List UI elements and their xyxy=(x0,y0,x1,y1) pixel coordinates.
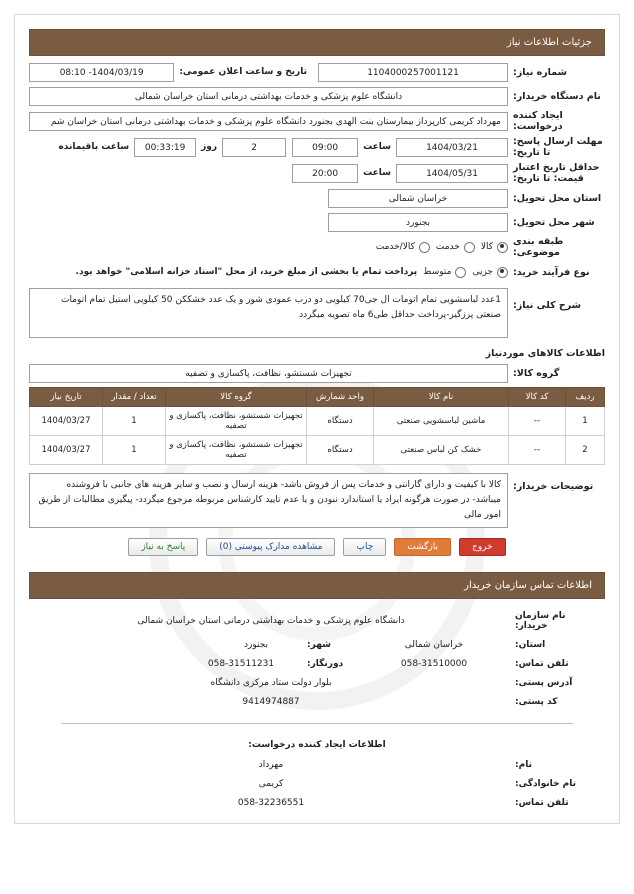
province-value: خراسان شمالی xyxy=(328,189,508,208)
creator-row-phone xyxy=(33,798,601,808)
contact-row-phone xyxy=(33,659,601,669)
subject-option-2[interactable] xyxy=(376,242,430,253)
announce-date-value: 1404/03/19- 08:10 xyxy=(29,63,174,82)
deadline-time-label: ساعت xyxy=(363,142,391,152)
creator-phone-value: 058-32236551 xyxy=(237,798,305,808)
cell-date: 1404/03/27 xyxy=(30,407,103,436)
radio-icon[interactable] xyxy=(497,242,508,253)
row-city xyxy=(29,212,605,232)
contact-postal-value: 9414974887 xyxy=(242,697,300,707)
row-summary xyxy=(29,288,605,338)
cell-name: خشک کن لباس صنعتی xyxy=(374,436,509,465)
row-need-number xyxy=(29,62,605,82)
cell-code: -- xyxy=(509,407,566,436)
radio-icon[interactable] xyxy=(455,267,466,278)
subject-option-label: خدمت xyxy=(435,242,460,252)
contact-row-location xyxy=(33,640,601,650)
process-option-label: متوسط xyxy=(423,267,452,277)
contact-address-label: آدرس پستی: xyxy=(515,678,573,688)
process-label: نوع فرآیند خرید: xyxy=(513,266,590,278)
goods-group-value: تجهیزات شستشو، نظافت، پاکسازی و تصفیه xyxy=(29,364,508,383)
need-details-header: جزئیات اطلاعات نیاز xyxy=(29,29,605,56)
buyer-org-value: دانشگاه علوم پزشکی و خدمات بهداشتی درمانی استان خراسان شمالی xyxy=(29,87,508,106)
contact-org-label: نام سازمان خریدار: xyxy=(515,611,566,631)
row-buyer-org xyxy=(29,86,605,106)
contact-fax-value: 058-31511231 xyxy=(207,659,275,669)
province-label: استان محل تحویل: xyxy=(513,192,602,204)
contact-province-value: خراسان شمالی xyxy=(404,640,464,650)
contact-section xyxy=(15,572,619,823)
deadline-time: 09:00 xyxy=(292,138,358,157)
deadline-date: 1404/03/21 xyxy=(396,138,508,157)
contact-province-label: استان: xyxy=(515,640,546,650)
subject-option-1[interactable] xyxy=(436,242,475,253)
row-process-type xyxy=(29,262,605,282)
goods-table xyxy=(29,387,605,465)
col-name: نام کالا xyxy=(374,388,509,407)
goods-group-label: گروه کالا: xyxy=(513,367,560,379)
announce-date-label: تاریخ و ساعت اعلان عمومی: xyxy=(179,67,307,77)
creator-phone-label: تلفن تماس: xyxy=(515,798,569,808)
cell-name: ماشین لباسشویی صنعتی xyxy=(374,407,509,436)
contact-address-value: بلوار دولت ستاد مرکزی دانشگاه xyxy=(210,678,332,688)
creator-family-value: کریمی xyxy=(258,779,284,789)
radio-icon[interactable] xyxy=(419,242,430,253)
cell-qty: 1 xyxy=(103,407,166,436)
contact-row-org xyxy=(33,611,601,631)
price-validity-time: 20:00 xyxy=(292,164,358,183)
buyer-notes-area xyxy=(15,465,619,528)
city-label: شهر محل تحویل: xyxy=(513,216,595,228)
need-number-label: شماره نیاز: xyxy=(513,66,567,78)
days-unit-label: روز xyxy=(201,142,218,152)
deadline-label: مهلت ارسال پاسخ: تا تاریخ: xyxy=(513,136,603,158)
row-price-validity xyxy=(29,162,605,184)
contact-postal-label: کد پستی: xyxy=(515,697,558,707)
print-button[interactable]: چاپ xyxy=(343,538,386,556)
creator-label: ایجاد کننده درخواست: xyxy=(513,110,563,132)
price-validity-time-label: ساعت xyxy=(363,168,391,178)
attachments-button[interactable]: مشاهده مدارک پیوستی (0) xyxy=(206,538,335,556)
respond-button[interactable]: پاسخ به نیاز xyxy=(128,538,198,556)
goods-section-title: اطلاعات کالاهای موردنیاز xyxy=(485,348,605,359)
table-row xyxy=(30,407,605,436)
remaining-days: 2 xyxy=(222,138,286,157)
cell-group: تجهیزات شستشو، نظافت، پاکسازی و تصفیه xyxy=(166,407,307,436)
buyer-notes-text: کالا با کیفیت و دارای گارانتی و خدمات پس از فروش باشد- هزینه ارسال و نصب و سایر هزینه های جانبی با فروشنده میباشد- در صورت هرگونه ایراد یا استاندارد نبودن و یا عدم تایید کارشناس مربوطه مرجوع میگردد- پیگیری مطالبات از طریق امور مالی xyxy=(29,473,508,528)
cell-qty: 1 xyxy=(103,436,166,465)
buyer-org-label: نام دستگاه خریدار: xyxy=(513,90,601,102)
row-province xyxy=(29,188,605,208)
creator-name-label: نام: xyxy=(515,760,532,770)
creator-text: مهرداد کریمی کارپرداز بیمارستان بنت الهدی بجنورد دانشگاه علوم پزشکی و خدمات بهداشتی درمانی استان خراسان شم xyxy=(50,116,501,127)
city-value: بجنورد xyxy=(328,213,508,232)
creator-section-title: اطلاعات ایجاد کننده درخواست: xyxy=(248,740,386,750)
creator-family-label: نام خانوادگی: xyxy=(515,779,577,789)
col-code: کد کالا xyxy=(509,388,566,407)
goods-table-header-row xyxy=(30,388,605,407)
cell-unit: دستگاه xyxy=(307,436,374,465)
main-panel xyxy=(14,14,620,824)
creator-value xyxy=(29,112,508,131)
cell-index: 1 xyxy=(566,407,605,436)
col-qty: تعداد / مقدار xyxy=(103,388,166,407)
price-validity-label: حداقل تاریخ اعتبار قیمت: تا تاریخ: xyxy=(513,162,600,184)
contact-city-value: بجنورد xyxy=(243,640,269,650)
price-validity-date: 1404/05/31 xyxy=(396,164,508,183)
remaining-time: 00:33:19 xyxy=(134,138,196,157)
cell-group: تجهیزات شستشو، نظافت، پاکسازی و تصفیه xyxy=(166,436,307,465)
buyer-notes-label: توضیحات خریدار: xyxy=(513,481,594,492)
remaining-time-label: ساعت باقیمانده xyxy=(58,142,130,152)
cell-code: -- xyxy=(509,436,566,465)
back-button[interactable]: بازگشت xyxy=(394,538,451,556)
process-option-0[interactable] xyxy=(472,267,508,278)
contact-org-value: دانشگاه علوم پزشکی و خدمات بهداشتی درمانی استان خراسان شمالی xyxy=(137,616,405,626)
cell-index: 2 xyxy=(566,436,605,465)
creator-row-name xyxy=(33,760,601,770)
subject-label: طبقه بندی موضوعی: xyxy=(513,236,564,258)
exit-button[interactable]: خروج xyxy=(459,538,506,556)
contact-phone-value: 058-31510000 xyxy=(400,659,468,669)
cell-date: 1404/03/27 xyxy=(30,436,103,465)
subject-option-label: کالا/خدمت xyxy=(375,242,415,252)
col-group: گروه کالا xyxy=(166,388,307,407)
col-index: ردیف xyxy=(566,388,605,407)
row-deadline xyxy=(29,136,605,158)
cell-unit: دستگاه xyxy=(307,407,374,436)
contact-city-label: شهر: xyxy=(307,640,331,650)
row-subject-class xyxy=(29,236,605,258)
radio-icon[interactable] xyxy=(464,242,475,253)
process-note: پرداخت تمام یا بخشی از مبلغ خرید، از محل "اسناد خزانه اسلامی" خواهد بود. xyxy=(75,267,418,277)
action-buttons xyxy=(15,538,619,556)
col-date: تاریخ نیاز xyxy=(30,388,103,407)
contact-phone-label: تلفن تماس: xyxy=(515,659,569,669)
contact-body xyxy=(15,599,619,823)
goods-group-row xyxy=(15,363,619,383)
process-option-label: جزیی xyxy=(472,267,493,277)
process-option-1[interactable] xyxy=(423,267,466,278)
summary-value: 1عدد لباسشویی تمام اتومات ال جی70 کیلویی دو درب عمودی شور و یک عدد خشککن 50 کیلویی استیل تمام اتومات صنعتی پرزگیر-پرداخت حداقل طی6 ماه تصویه میگردد xyxy=(29,288,508,338)
subject-option-label: کالا xyxy=(480,242,493,252)
need-number-value: 1104000257001121 xyxy=(318,63,508,82)
contact-row-address xyxy=(33,678,601,688)
summary-label: شرح کلی نیاز: xyxy=(513,300,582,311)
divider xyxy=(61,723,573,724)
radio-icon[interactable] xyxy=(497,267,508,278)
need-details-form xyxy=(15,56,619,338)
row-creator xyxy=(29,110,605,132)
page-root xyxy=(0,14,634,894)
contact-header: اطلاعات تماس سازمان خریدار xyxy=(29,572,605,599)
table-row xyxy=(30,436,605,465)
contact-fax-label: دورنگار: xyxy=(307,659,344,669)
subject-option-0[interactable] xyxy=(481,242,508,253)
contact-row-postal xyxy=(33,697,601,707)
creator-row-family xyxy=(33,779,601,789)
col-unit: واحد شمارش xyxy=(307,388,374,407)
creator-name-value: مهرداد xyxy=(258,760,284,770)
